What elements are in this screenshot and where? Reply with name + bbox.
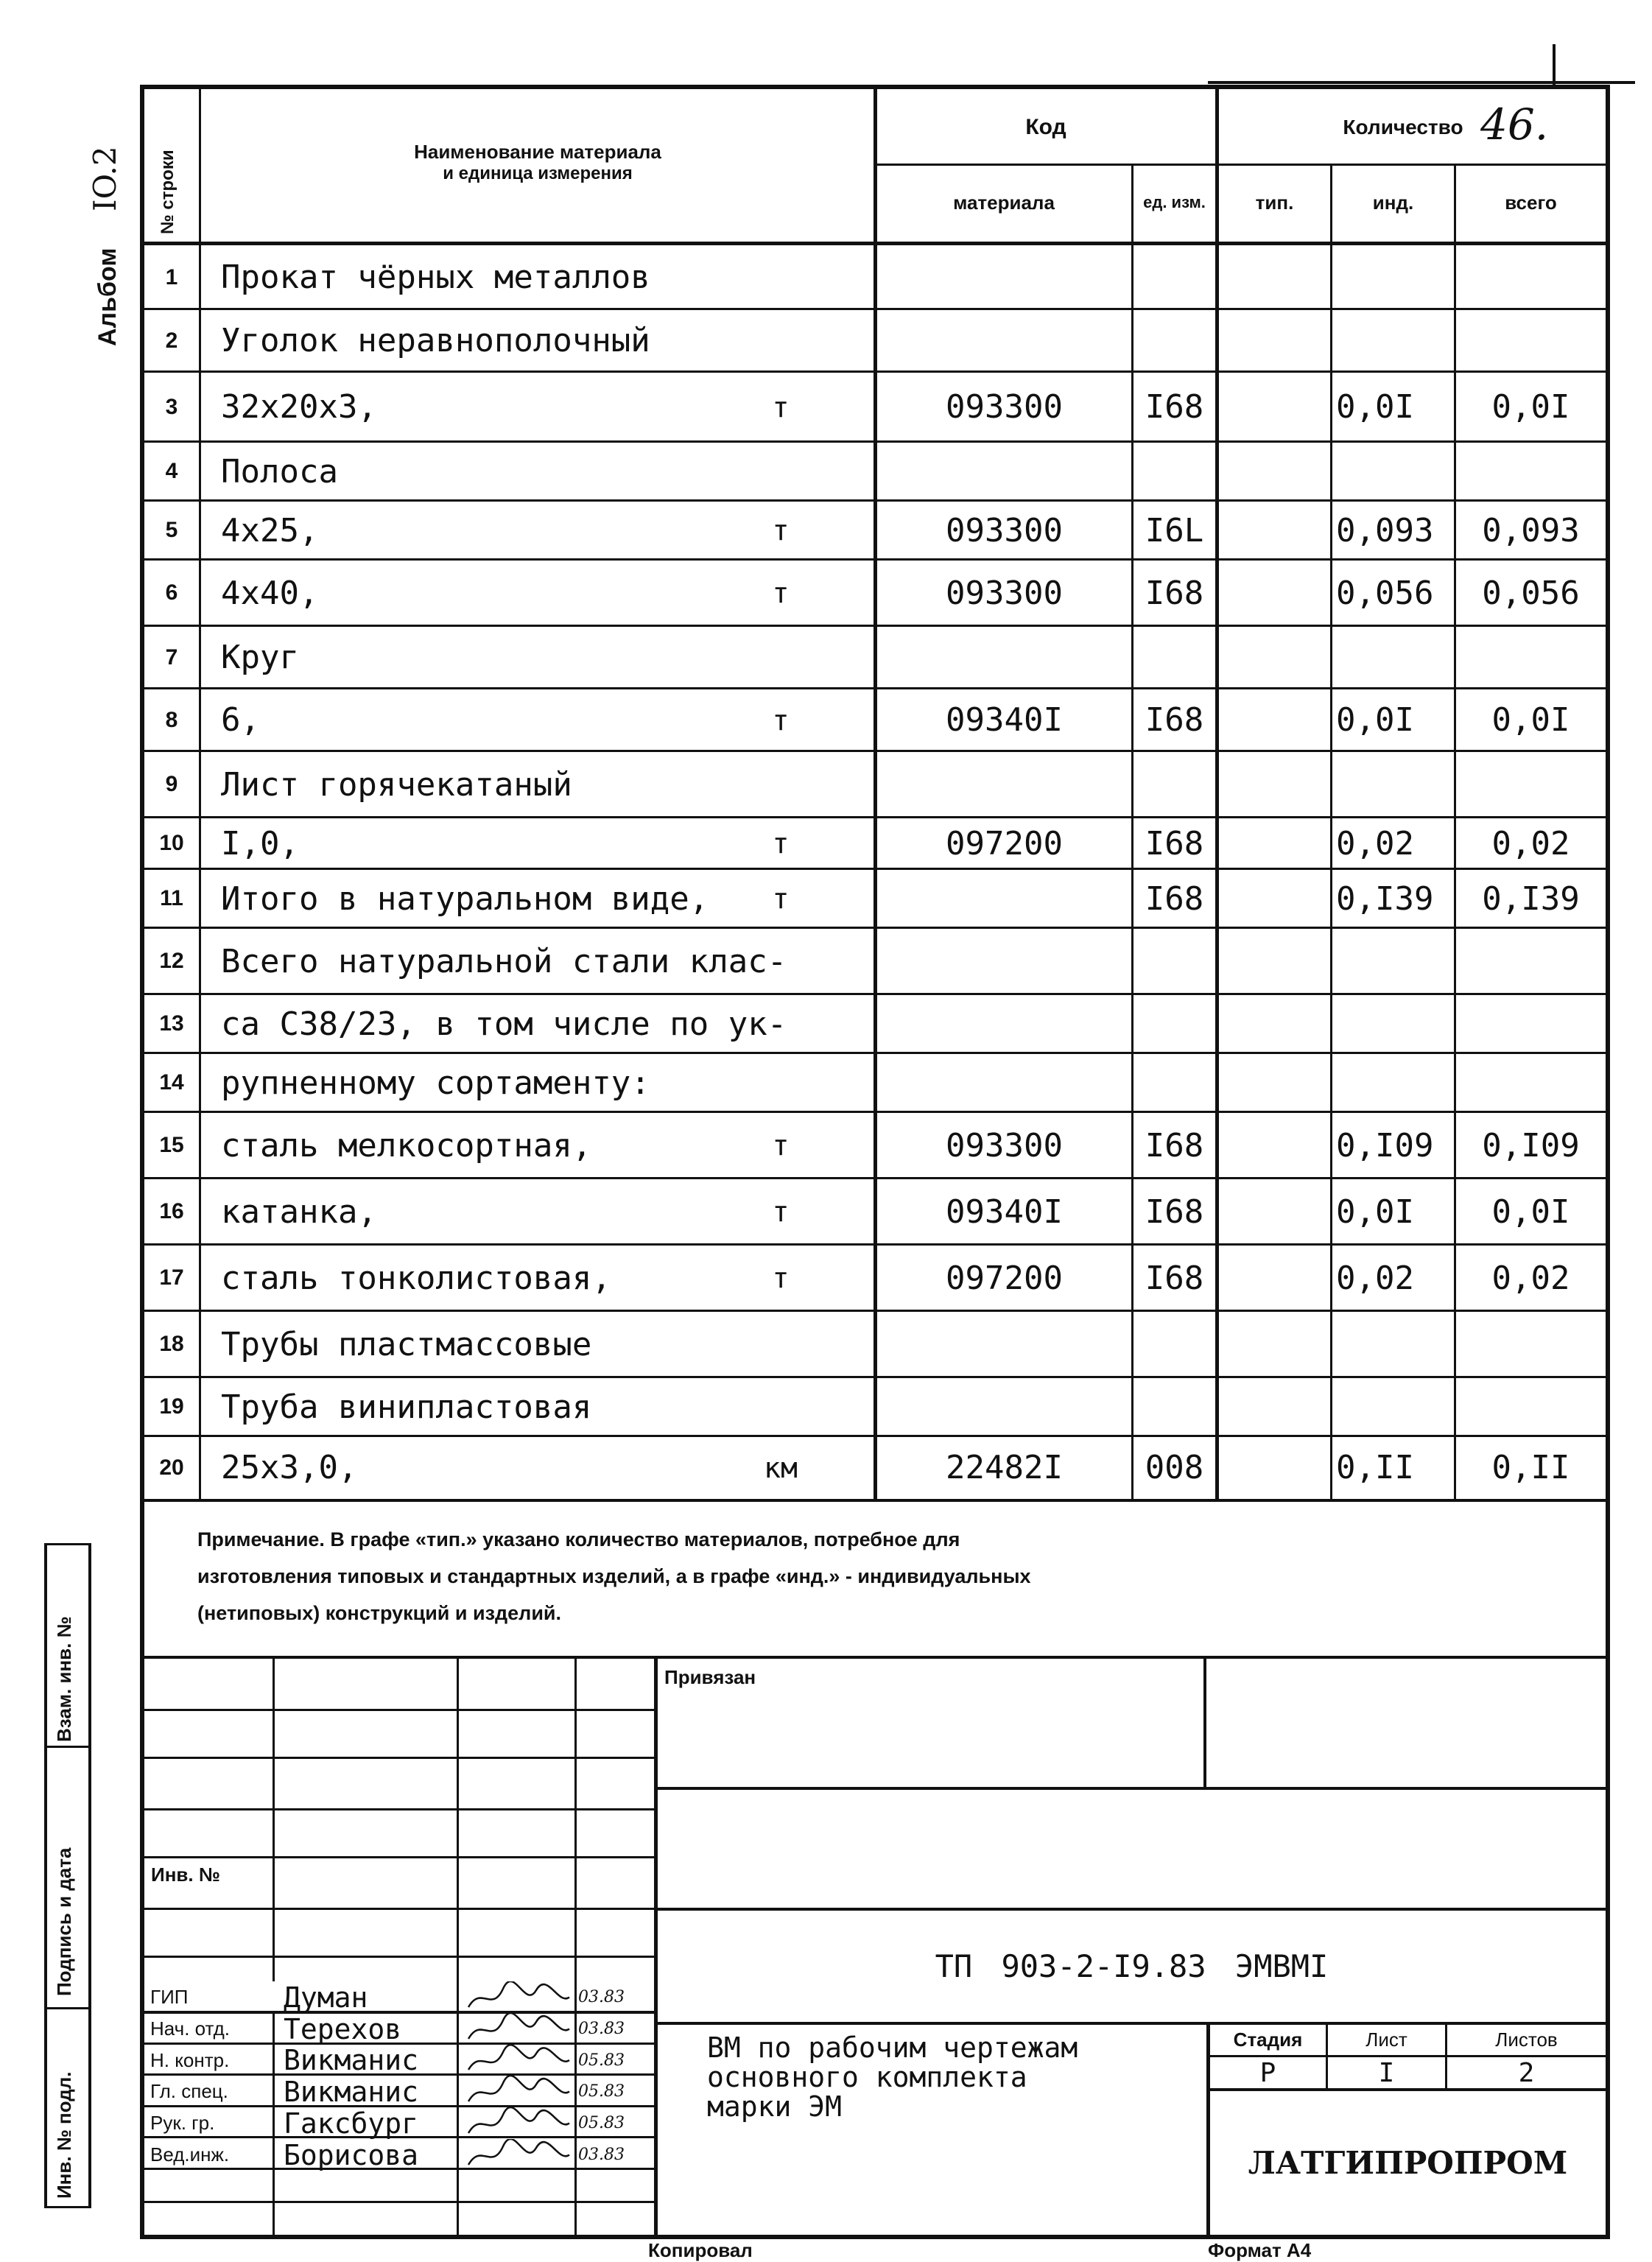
qty-total: [1456, 245, 1606, 309]
unit-code: I68: [1145, 701, 1204, 739]
unit-code: [1133, 442, 1215, 501]
qty-individual: [1336, 1377, 1454, 1436]
unit: [737, 442, 825, 501]
role: Н. контр.: [150, 2048, 230, 2071]
sheet-value: I: [1378, 2057, 1395, 2088]
unit-code: I68: [1145, 1193, 1204, 1231]
material-name: 25x3,0,: [221, 1449, 358, 1486]
unit: [737, 309, 825, 372]
row-number: 6: [165, 580, 178, 605]
doc-title-line1: ВМ по рабочим чертежам: [707, 2031, 1078, 2064]
row-number: 7: [165, 644, 178, 670]
inv-no-label: Инв. №: [151, 1864, 220, 1886]
qty-total: 0,0I: [1491, 388, 1570, 426]
qty-total: [1456, 751, 1606, 818]
organization-name: ЛАТГИПРОПРОМ: [1248, 2145, 1568, 2181]
signature-scribble: [463, 2076, 573, 2107]
qty-individual: 0,II: [1336, 1449, 1414, 1486]
row-number: 9: [165, 772, 178, 796]
album-label: [87, 146, 123, 346]
qty-individual: 0,0I: [1336, 388, 1414, 426]
note-line3: (нетиповых) конструкций и изделий.: [197, 1602, 562, 1624]
header-name-line2: и единица измерения: [443, 163, 633, 183]
privyazan-label: Привязан: [664, 1666, 756, 1688]
unit: [737, 751, 825, 818]
header-total: всего: [1505, 191, 1557, 214]
material-code: 093300: [946, 511, 1063, 549]
unit-code: [1133, 309, 1215, 372]
material-name: Лист горячекатаный: [221, 765, 572, 804]
header-code: Код: [1025, 114, 1066, 139]
unit: [737, 245, 825, 309]
material-code: 09340I: [946, 701, 1063, 739]
material-code: [877, 309, 1131, 372]
qty-total: 0,093: [1482, 511, 1580, 549]
person-name: Викманис: [284, 2075, 419, 2108]
unit: т: [772, 390, 790, 424]
header-ind: инд.: [1372, 191, 1414, 214]
doc-code: ТП 903-2-I9.83 ЭМВМI: [935, 1947, 1329, 1984]
qty-individual: 0,056: [1336, 574, 1434, 612]
footer-copied: Копировал: [648, 2239, 753, 2261]
date: 05.83: [578, 2082, 625, 2101]
row-number: 10: [159, 831, 184, 855]
material-code: [877, 442, 1131, 501]
qty-total: 0,0I: [1491, 1193, 1570, 1231]
header-name-line1: Наименование материала: [414, 140, 661, 163]
material-name: Итого в натуральном виде,: [221, 879, 709, 918]
qty-total: [1456, 309, 1606, 372]
unit: [737, 1053, 825, 1112]
material-name: Всего натуральной стали клас-: [221, 942, 787, 980]
unit: т: [772, 1262, 790, 1294]
row-number: 18: [159, 1332, 184, 1356]
note-line2: изготовления типовых и стандартных изделий, а в графе «инд.» - индивидуальных: [197, 1565, 1031, 1587]
unit-code: [1133, 994, 1215, 1053]
material-code: [877, 751, 1131, 818]
stage-label: Стадия: [1233, 2028, 1303, 2051]
qty-individual: [1336, 245, 1454, 309]
person-name: Терехов: [284, 2012, 402, 2045]
material-name: Уголок неравнополочный: [221, 322, 650, 359]
qty-individual: [1336, 442, 1454, 501]
row-number: 2: [165, 328, 178, 353]
unit: [737, 1377, 825, 1436]
person-name: Гаксбург: [284, 2107, 419, 2140]
role: Нач. отд.: [150, 2017, 230, 2040]
qty-individual: [1336, 994, 1454, 1053]
row-number: 1: [165, 264, 178, 289]
unit: т: [772, 1195, 790, 1228]
material-name: 6,: [221, 701, 260, 739]
qty-total: [1456, 1377, 1606, 1436]
qty-total: [1456, 442, 1606, 501]
qty-total: [1456, 1053, 1606, 1112]
unit-code: I6L: [1145, 511, 1204, 549]
unit-code: [1133, 1311, 1215, 1377]
row-number: 16: [159, 1199, 184, 1223]
material-code: [877, 994, 1131, 1053]
unit: т: [772, 514, 790, 547]
row-number: 20: [159, 1455, 184, 1480]
material-code: 097200: [946, 824, 1063, 863]
qty-individual: [1336, 626, 1454, 689]
unit-code: I68: [1145, 574, 1204, 612]
qty-total: [1456, 1311, 1606, 1377]
material-code: [877, 1377, 1131, 1436]
person-name: Думан: [284, 1981, 368, 2014]
header-name: [203, 125, 873, 199]
signature-scribble: [463, 2139, 573, 2171]
person-name: Викманис: [284, 2044, 419, 2076]
unit-code: I68: [1145, 1259, 1204, 1297]
unit-code: [1133, 1053, 1215, 1112]
row-number: 14: [159, 1070, 184, 1095]
footer-format: Формат А4: [1208, 2239, 1312, 2261]
person-name: Борисова: [284, 2138, 419, 2171]
row-number: 15: [159, 1133, 184, 1157]
material-name: I,0,: [221, 824, 299, 863]
unit: т: [772, 882, 790, 915]
album-label-text: Альбом: [94, 247, 122, 346]
material-code: [877, 626, 1131, 689]
unit: [737, 928, 825, 994]
qty-total: 0,I09: [1482, 1126, 1580, 1165]
material-code: [877, 869, 1131, 928]
unit-code: 008: [1145, 1449, 1204, 1486]
header-typ: тип.: [1255, 191, 1294, 214]
material-code: 093300: [946, 388, 1063, 426]
material-name: 4x25,: [221, 511, 319, 549]
qty-individual: [1336, 751, 1454, 818]
qty-total: [1456, 626, 1606, 689]
side-label-vzam: Взам. инв. №: [53, 1616, 75, 1742]
material-name: сталь тонколистовая,: [221, 1259, 611, 1297]
header-row-no: № строки: [158, 150, 177, 234]
page-number: 46.: [1480, 99, 1549, 150]
sheets-value: 2: [1518, 2057, 1535, 2088]
unit: т: [772, 703, 790, 737]
qty-total: 0,0I: [1491, 701, 1570, 739]
qty-individual: [1336, 1053, 1454, 1112]
signature-scribble: [463, 1981, 573, 2013]
row-number: 12: [159, 949, 184, 973]
doc-title-line3: марки ЭМ: [707, 2090, 843, 2123]
unit-code: I68: [1145, 388, 1204, 426]
qty-total: 0,02: [1491, 1259, 1570, 1297]
note-line1: Примечание. В графе «тип.» указано количество материалов, потребное для: [197, 1528, 960, 1550]
unit: [737, 1311, 825, 1377]
side-label-inv-podl: Инв. № подл.: [53, 2071, 75, 2199]
sheets-label: Листов: [1495, 2028, 1558, 2051]
role: Вед.инж.: [150, 2143, 230, 2166]
doc-title: [707, 2033, 1078, 2121]
unit: т: [772, 1129, 790, 1162]
qty-individual: [1336, 1311, 1454, 1377]
qty-individual: 0,0I: [1336, 1193, 1414, 1231]
qty-total: 0,02: [1491, 824, 1570, 863]
material-code: [877, 1053, 1131, 1112]
material-code: 093300: [946, 574, 1063, 612]
header-material: материала: [953, 191, 1055, 214]
unit: км: [764, 1451, 798, 1484]
stage-value: Р: [1259, 2057, 1276, 2088]
date: 03.83: [578, 1988, 625, 2006]
row-number: 13: [159, 1011, 184, 1036]
qty-individual: 0,I39: [1336, 879, 1434, 918]
qty-individual: [1336, 928, 1454, 994]
material-name: рупненному сортаменту:: [221, 1064, 650, 1102]
doc-title-line2: основного комплекта: [707, 2061, 1027, 2093]
qty-individual: 0,02: [1336, 1259, 1414, 1297]
unit: т: [772, 827, 790, 860]
date: 03.83: [578, 2146, 625, 2164]
signature-scribble: [463, 2045, 573, 2076]
unit-code: I68: [1145, 879, 1204, 918]
unit-code: [1133, 928, 1215, 994]
role: Гл. спец.: [150, 2080, 228, 2102]
role: ГИП: [150, 1986, 189, 2008]
material-code: 097200: [946, 1259, 1063, 1297]
material-name: Круг: [221, 639, 299, 676]
material-code: [877, 245, 1131, 309]
material-name: Полоса: [221, 452, 338, 491]
role: Рук. гр.: [150, 2112, 215, 2134]
unit-code: [1133, 626, 1215, 689]
qty-individual: 0,I09: [1336, 1126, 1434, 1165]
header-unit: ед. изм.: [1143, 193, 1206, 211]
row-number: 5: [165, 518, 178, 542]
material-code: 093300: [946, 1126, 1063, 1165]
qty-individual: [1336, 309, 1454, 372]
material-name: 32x20x3,: [221, 388, 377, 426]
material-name: Прокат чёрных металлов: [221, 259, 650, 296]
unit-code: I68: [1145, 1126, 1204, 1165]
qty-individual: 0,0I: [1336, 701, 1414, 739]
row-number: 11: [160, 886, 183, 910]
sheet-label: Лист: [1365, 2028, 1407, 2051]
row-number: 3: [165, 394, 178, 419]
unit-code: I68: [1145, 824, 1204, 863]
row-number: 19: [159, 1394, 184, 1419]
material-code: [877, 1311, 1131, 1377]
material-name: 4x40,: [221, 574, 319, 612]
unit-code: [1133, 245, 1215, 309]
qty-individual: 0,093: [1336, 511, 1434, 549]
signature-scribble: [463, 2013, 573, 2045]
album-number: IO.2: [87, 146, 123, 212]
row-number: 8: [165, 707, 178, 732]
qty-total: 0,I39: [1482, 879, 1580, 918]
unit-code: [1133, 1377, 1215, 1436]
qty-individual: 0,02: [1336, 824, 1414, 863]
material-name: катанка,: [221, 1193, 377, 1231]
date: 03.83: [578, 2020, 625, 2038]
material-name: са С38/23, в том числе по ук-: [221, 1005, 787, 1043]
qty-total: 0,II: [1491, 1449, 1570, 1486]
unit: [737, 994, 825, 1053]
unit: т: [772, 577, 790, 609]
material-name: Трубы пластмассовые: [221, 1325, 592, 1363]
material-code: 22482I: [946, 1449, 1063, 1486]
material-name: Труба винипластовая: [221, 1388, 592, 1426]
date: 05.83: [578, 2051, 625, 2070]
qty-total: [1456, 994, 1606, 1053]
material-code: 09340I: [946, 1193, 1063, 1231]
unit: [737, 626, 825, 689]
qty-total: 0,056: [1482, 574, 1580, 612]
unit-code: [1133, 751, 1215, 818]
signature-scribble: [463, 2107, 573, 2139]
side-label-podpis: Подпись и дата: [53, 1847, 75, 1996]
qty-total: [1456, 928, 1606, 994]
note: [197, 1521, 1031, 1631]
material-code: [877, 928, 1131, 994]
row-number: 4: [165, 459, 178, 483]
material-name: сталь мелкосортная,: [221, 1126, 592, 1165]
date: 05.83: [578, 2114, 625, 2132]
header-quantity: Количество: [1343, 115, 1463, 138]
row-number: 17: [159, 1265, 184, 1290]
